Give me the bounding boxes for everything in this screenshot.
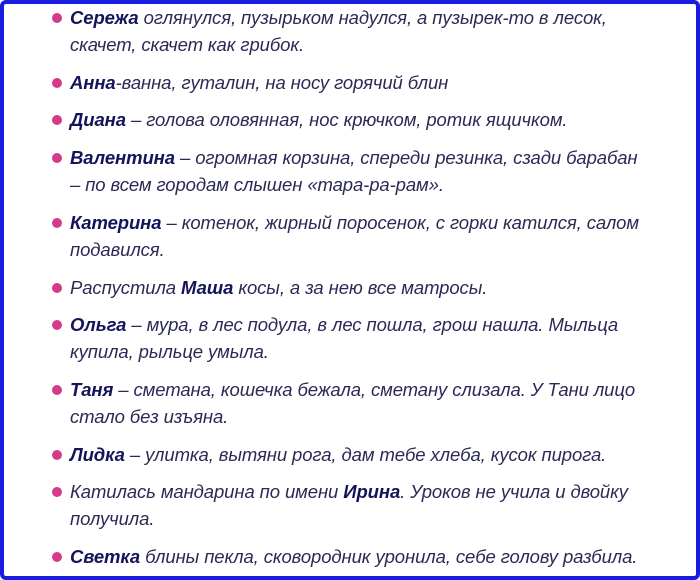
- list-item-name: Катерина: [70, 212, 162, 233]
- list-item-name: Светка: [70, 546, 141, 567]
- list-item-name: Валентина: [70, 147, 175, 168]
- list-item: [50, 106, 650, 133]
- list-item: [50, 274, 650, 301]
- list-item: [50, 376, 650, 430]
- list-item-name: Анна: [70, 72, 116, 93]
- bullet-icon: [52, 13, 62, 23]
- list-item: [50, 144, 650, 198]
- bullet-icon: [52, 450, 62, 460]
- list-item-text: Светка блины пекла, сковородник уронила, себе голову разбила.: [70, 546, 638, 567]
- list-item-name: Ирина: [343, 481, 401, 502]
- list-item: [50, 4, 650, 58]
- list-item-text: Распустила Маша косы, а за нею все матросы.: [70, 277, 488, 298]
- bullet-icon: [52, 218, 62, 228]
- list-item-text: Валентина – огромная корзина, спереди резинка, сзади барабан – по всем городам слышен «тара-ра-рам».: [70, 147, 638, 195]
- list-item-name: Сережа: [70, 7, 139, 28]
- bullet-icon: [52, 78, 62, 88]
- list-item-name: Ольга: [70, 314, 127, 335]
- list-item-name: Лидка: [70, 444, 125, 465]
- list-item: [50, 209, 650, 263]
- bullet-icon: [52, 385, 62, 395]
- bullet-icon: [52, 487, 62, 497]
- list-item-name: Маша: [181, 277, 234, 298]
- list-item: [50, 311, 650, 365]
- bullet-icon: [52, 552, 62, 562]
- list-item-name: Таня: [70, 379, 114, 400]
- bullet-icon: [52, 283, 62, 293]
- list-item-text: Ольга – мура, в лес подула, в лес пошла, грош нашла. Мыльца купила, рыльце умыла.: [70, 314, 619, 362]
- list-item-text: Катилась мандарина по имени Ирина. Уроков не учила и двойку получила.: [70, 481, 628, 529]
- list-item: [50, 543, 650, 570]
- list-item-text: Таня – сметана, кошечка бежала, сметану слизала. У Тани лицо стало без изъяна.: [70, 379, 636, 427]
- list-item-name: Диана: [70, 109, 126, 130]
- list-item-text: Диана – голова оловянная, нос крючком, ротик ящичком.: [70, 109, 568, 130]
- list-item: [50, 441, 650, 468]
- list-item-text: Катерина – котенок, жирный поросенок, с горки катился, салом подавился.: [70, 212, 639, 260]
- bullet-icon: [52, 115, 62, 125]
- list-item-text: Анна-ванна, гуталин, на носу горячий блин: [70, 72, 449, 93]
- list-item: [50, 478, 650, 532]
- list-item: [50, 69, 650, 96]
- bullet-icon: [52, 153, 62, 163]
- list-item-text: Лидка – улитка, вытяни рога, дам тебе хлеба, кусок пирога.: [70, 444, 607, 465]
- bullet-icon: [52, 320, 62, 330]
- list-item-text: Сережа оглянулся, пузырьком надулся, а пузырек-то в лесок, скачет, скачет как грибок.: [70, 7, 607, 55]
